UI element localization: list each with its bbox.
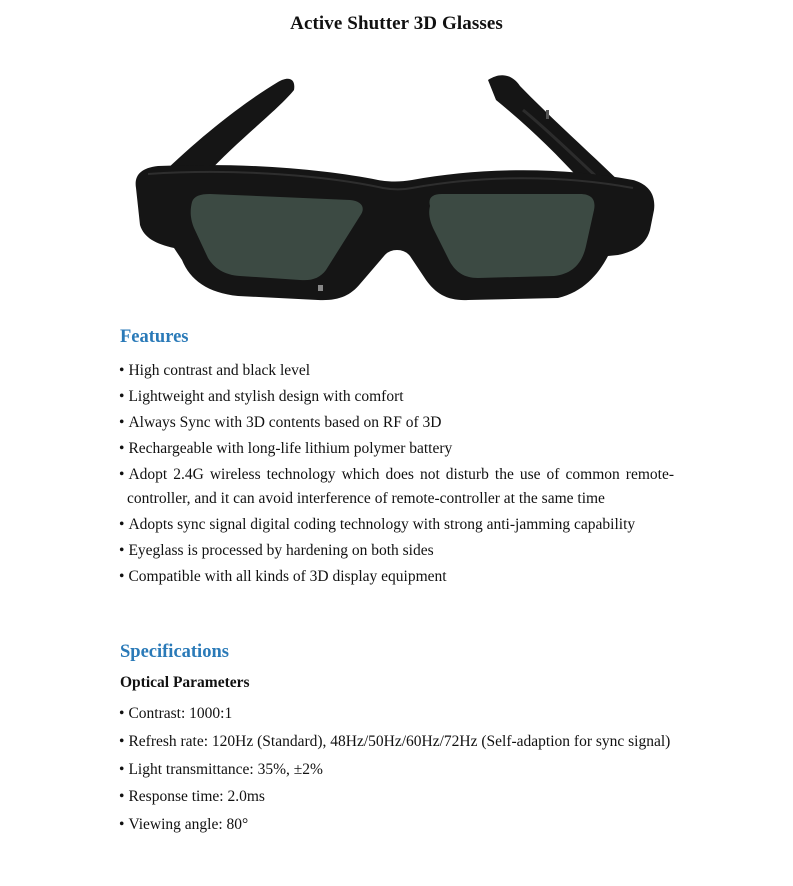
bullet: • bbox=[119, 705, 125, 722]
list-item bbox=[119, 359, 674, 384]
spec-text: Response time: 2.0ms bbox=[128, 788, 265, 806]
list-item bbox=[119, 411, 674, 436]
list-item bbox=[119, 783, 674, 811]
list-item bbox=[119, 437, 674, 462]
feature-text: Eyeglass is processed by hardening on both sides bbox=[128, 542, 434, 560]
3d-glasses-icon bbox=[128, 70, 664, 306]
list-item bbox=[119, 565, 674, 590]
feature-text: High contrast and black level bbox=[128, 362, 311, 379]
bullet: • bbox=[119, 567, 125, 585]
bullet: • bbox=[119, 542, 125, 560]
feature-text: Adopts sync signal digital coding technology with strong anti-jamming capability bbox=[128, 516, 636, 534]
list-item bbox=[119, 728, 674, 756]
list-item bbox=[119, 811, 674, 839]
bullet: • bbox=[119, 760, 125, 778]
bullet: • bbox=[119, 816, 125, 834]
bullet: • bbox=[119, 387, 125, 405]
feature-text: Rechargeable with long-life lithium polymer battery bbox=[128, 439, 453, 457]
list-item bbox=[119, 700, 674, 728]
bullet: • bbox=[119, 516, 125, 534]
spec-text: Viewing angle: 80° bbox=[128, 816, 249, 834]
bullet: • bbox=[119, 732, 125, 750]
optical-parameters-heading: Optical Parameters bbox=[120, 674, 250, 691]
bullet: • bbox=[119, 465, 125, 483]
list-item bbox=[119, 756, 674, 784]
feature-text: Compatible with all kinds of 3D display equipment bbox=[128, 567, 447, 585]
bullet: • bbox=[119, 413, 125, 431]
page-title: Active Shutter 3D Glasses bbox=[290, 13, 503, 34]
feature-text: Adopt 2.4G wireless technology which does not disturb the use of common remote-controller, and it can avoid interference of remote-controller at the same time bbox=[127, 465, 674, 508]
bullet: • bbox=[119, 362, 125, 379]
feature-text: Lightweight and stylish design with comfort bbox=[128, 387, 404, 405]
bullet: • bbox=[119, 439, 125, 457]
list-item bbox=[119, 385, 674, 410]
specifications-list bbox=[119, 700, 674, 839]
spec-text: Refresh rate: 120Hz (Standard), 48Hz/50Hz/60Hz/72Hz (Self-adaption for sync signal) bbox=[128, 732, 671, 750]
bullet: • bbox=[119, 788, 125, 806]
specifications-heading: Specifications bbox=[120, 642, 229, 662]
features-heading: Features bbox=[120, 327, 189, 347]
spec-text: Light transmittance: 35%, ±2% bbox=[128, 760, 323, 778]
list-item bbox=[119, 463, 674, 512]
list-item bbox=[119, 513, 674, 538]
features-list bbox=[119, 359, 674, 591]
feature-text: Always Sync with 3D contents based on RF of 3D bbox=[128, 413, 442, 431]
spec-text: Contrast: 1000:1 bbox=[128, 705, 233, 722]
list-item bbox=[119, 539, 674, 564]
